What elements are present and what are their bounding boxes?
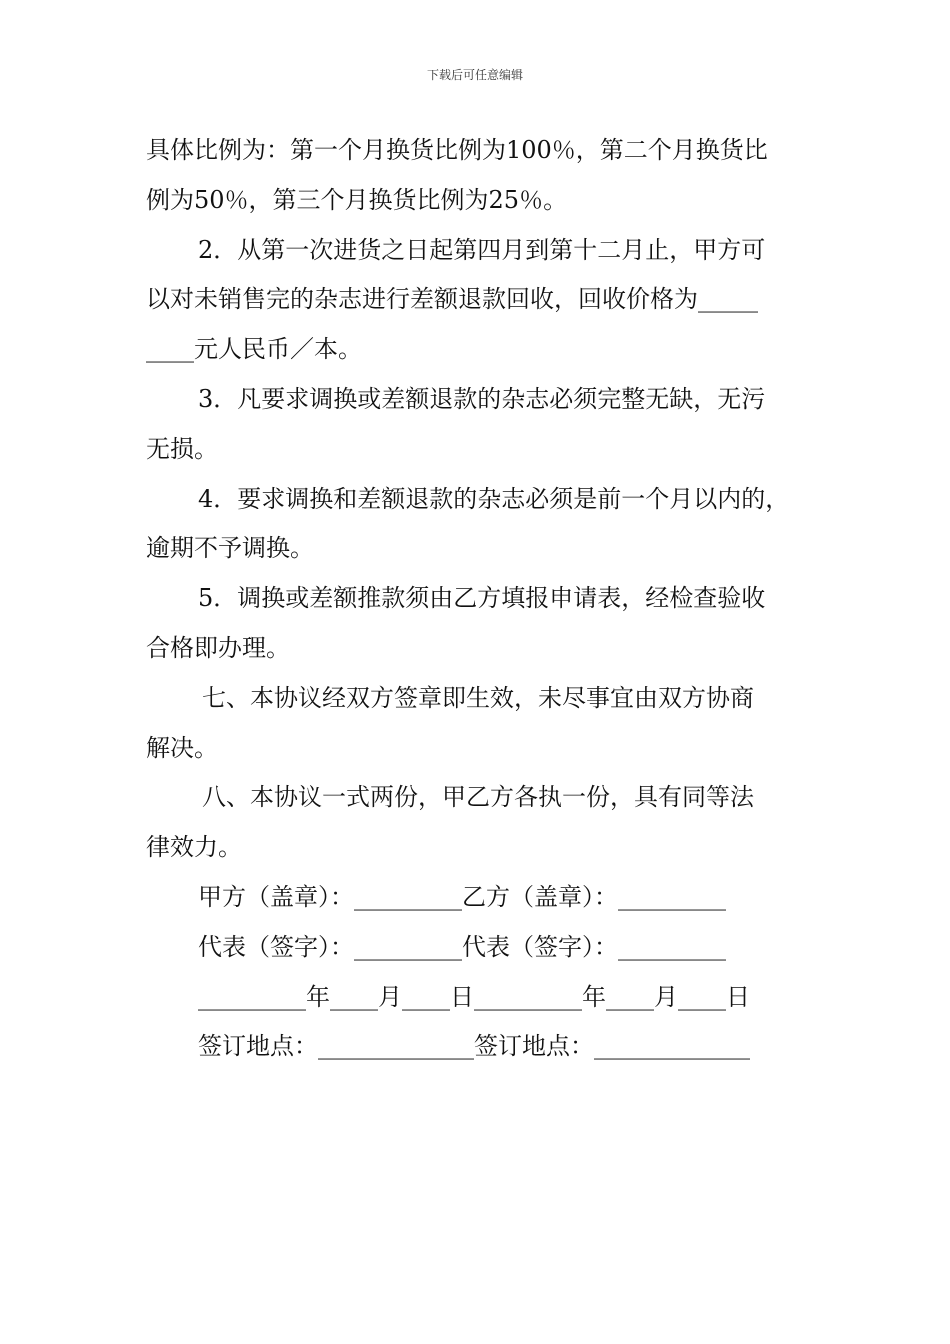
page-header-note: 下载后可任意编辑 — [426, 68, 523, 82]
document-body — [146, 126, 826, 1072]
date-line: _________年____月____日_________年____月____日 — [198, 982, 750, 1011]
paragraph-line: ____元人民币／本。 — [146, 335, 362, 364]
section-7-line: 七、本协议经双方签章即生效，未尽事宜由双方协商 — [202, 683, 754, 712]
clause-3-line: 3．凡要求调换或差额退款的杂志必须完整无缺，无污 — [198, 384, 766, 413]
paragraph-line: 解决。 — [146, 733, 218, 762]
paragraph-line: 例为50％，第三个月换货比例为25％。 — [146, 185, 568, 214]
paragraph-line: 具体比例为：第一个月换货比例为100％，第二个月换货比 — [146, 136, 768, 164]
section-8-line: 八、本协议一式两份，甲乙方各执一份，具有同等法 — [202, 783, 754, 812]
paragraph-line: 合格即办理。 — [146, 633, 290, 662]
paragraph-line: 逾期不予调换。 — [146, 534, 314, 563]
representative-signature-line: 代表（签字）：_________代表（签字）：_________ — [198, 932, 726, 961]
paragraph-line: 律效力。 — [146, 833, 242, 862]
signing-place-line: 签订地点：_____________签订地点：_____________ — [198, 1032, 750, 1061]
paragraph-line: 无损。 — [146, 434, 218, 463]
clause-4-line: 4．要求调换和差额退款的杂志必须是前一个月以内的， — [198, 484, 790, 513]
paragraph-line: 以对未销售完的杂志进行差额退款回收，回收价格为_____ — [146, 285, 758, 314]
clause-2-line: 2．从第一次进货之日起第四月到第十二月止，甲方可 — [198, 235, 766, 264]
party-seal-line: 甲方（盖章）：_________乙方（盖章）：_________ — [198, 882, 726, 911]
clause-5-line: 5．调换或差额推款须由乙方填报申请表，经检查验收 — [198, 584, 766, 613]
